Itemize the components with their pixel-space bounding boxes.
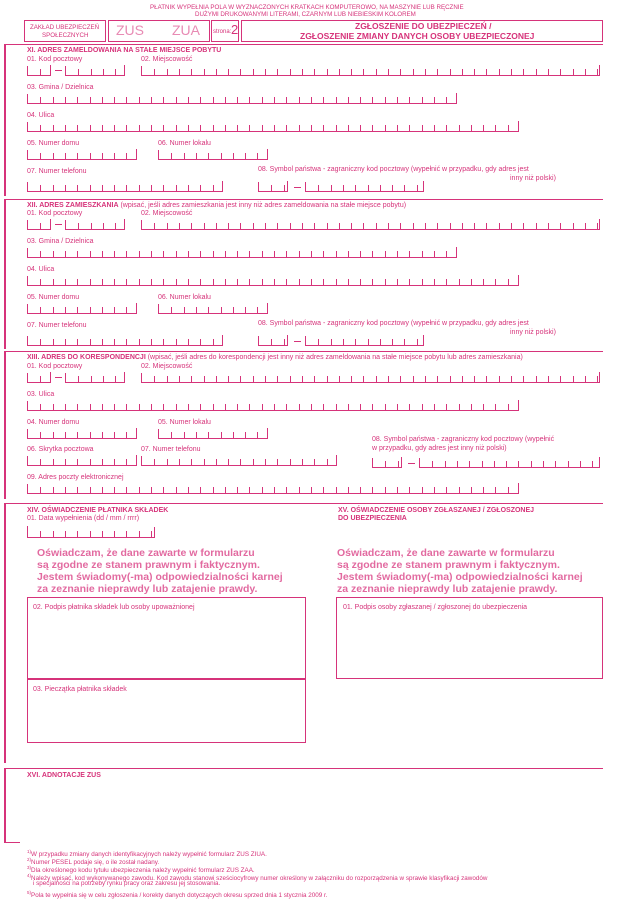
page-number: 2 xyxy=(231,22,239,37)
sec12-city-label: 02. Miejscowość xyxy=(141,210,193,217)
sec11-flat-field[interactable] xyxy=(158,150,268,160)
sec13-street-field[interactable] xyxy=(27,401,519,411)
sec12-country-label-1: 08. Symbol państwa - zagraniczny kod pocztowy (wypełnić w przypadku, gdy adres jest xyxy=(258,320,529,327)
sec13-divider xyxy=(4,351,603,352)
sec13-house-field[interactable] xyxy=(27,429,137,439)
sec13-country-dash xyxy=(408,463,415,464)
sec12-gmina-label: 03. Gmina / Dzielnica xyxy=(27,238,94,245)
sec11-street-label: 04. Ulica xyxy=(27,112,55,119)
sec16-divider xyxy=(4,768,603,769)
sec12-gmina-field[interactable] xyxy=(27,248,457,258)
sec12-flat-field[interactable] xyxy=(158,304,268,314)
sec16-bottom-line xyxy=(4,842,20,843)
sec15-title-1: XV. OŚWIADCZENIE OSOBY ZGŁASZANEJ / ZGŁOSZONEJ xyxy=(338,507,535,514)
form-title-1: ZGŁOSZENIE DO UBEZPIECZEŃ / xyxy=(355,21,492,31)
sec14-title: XIV. OŚWIADCZENIE PŁATNIKA SKŁADEK xyxy=(27,507,169,514)
sec13-flat-label: 05. Numer lokalu xyxy=(158,419,211,426)
sec16-title: XVI. ADNOTACJE ZUS xyxy=(27,772,101,779)
sec11-country-field[interactable] xyxy=(258,182,288,192)
sec11-postal-field-2[interactable] xyxy=(65,66,125,76)
sec15-decl-2: są zgodne ze stanem prawnym i faktycznym. xyxy=(337,559,560,571)
footnote-4-cont xyxy=(33,880,220,887)
sec14-decl-2: są zgodne ze stanem prawnym i faktycznym. xyxy=(37,559,260,571)
sec12-country-label-2: inny niż polski) xyxy=(510,329,556,336)
sec12-divider xyxy=(4,199,603,200)
sec14-divider xyxy=(4,503,603,504)
sec13-title xyxy=(27,354,523,362)
sec12-flat-label: 06. Numer lokalu xyxy=(158,294,211,301)
sec12-title xyxy=(27,202,406,210)
sec13-phone-label: 07. Numer telefonu xyxy=(141,446,201,453)
footnote-1-num: 1) xyxy=(27,849,32,854)
sec11-house-field[interactable] xyxy=(27,150,137,160)
sec11-flat-label: 06. Numer lokalu xyxy=(158,140,211,147)
sec11-phone-field[interactable] xyxy=(27,182,223,192)
sec12-postal-field-2[interactable] xyxy=(65,220,125,230)
footnote-5-text: Pola te wypełnia się w celu zgłoszenia / korekty danych dotyczących okresu sprzed dnia 1 stycznia 2009 r. xyxy=(31,892,328,900)
footnote-4-text: Należy wpisać, kod wykonywanego zawodu. Kod zawodu stanowi sześciocyfrowy numer określony w załączniku do rozporządzenia w sprawie klasyfikacji zawodów xyxy=(31,875,488,883)
footnote-5 xyxy=(27,889,327,899)
footnote-4-cont-text: i specjalności na potrzeby rynku pracy oraz zakresu jej stosowania. xyxy=(33,880,221,887)
sec11-city-label: 02. Miejscowość xyxy=(141,56,193,63)
zus-name-line1: ZAKŁAD UBEZPIECZEŃ xyxy=(30,24,100,31)
footnote-3-text: Dla określonego kodu tytułu ubezpieczenia należy wypełnić formularz ZUS ZAA. xyxy=(31,867,255,875)
sec13-postal-dash xyxy=(55,377,62,378)
sec13-bar xyxy=(4,351,6,499)
sec11-postal-field[interactable] xyxy=(27,66,51,76)
sec14-bar xyxy=(4,503,6,763)
footnote-3-num: 3) xyxy=(27,865,32,870)
form-title-2: ZGŁOSZENIE ZMIANY DANYCH OSOBY UBEZPIECZONEJ xyxy=(300,31,535,41)
sec15-title-2: DO UBEZPIECZENIA xyxy=(338,515,407,522)
sec13-house-label: 04. Numer domu xyxy=(27,419,80,426)
sec14-date-field[interactable] xyxy=(27,526,155,538)
sec15-signature-label: 01. Podpis osoby zgłaszanej / zgłoszonej do ubezpieczenia xyxy=(343,604,528,611)
sec12-phone-field[interactable] xyxy=(27,336,223,346)
sec11-city-field[interactable] xyxy=(141,66,600,76)
header-note-1: PŁATNIK WYPEŁNIA POLA W WYZNACZONYCH KRATKACH KOMPUTEROWO, NA MASZYNIE LUB RĘCZNIE xyxy=(150,4,464,11)
sec14-decl-1: Oświadczam, że dane zawarte w formularzu xyxy=(37,547,255,559)
sec11-gmina-field[interactable] xyxy=(27,94,457,104)
footnote-2-text: Numer PESEL podaje się, o ile został nadany. xyxy=(31,859,160,867)
footnote-4-num: 4) xyxy=(27,873,32,878)
sec12-country-field[interactable] xyxy=(258,336,288,346)
sec13-note: (wpisać, jeśli adres do korespondencji jest inny niż adres zameldowania na stałe miejsce pobytu lub adres zamieszkania) xyxy=(145,354,523,361)
sec14-signature-label: 02. Podpis płatnika składek lub osoby upoważnionej xyxy=(33,604,195,611)
sec13-flat-field[interactable] xyxy=(158,429,268,439)
sec13-country-label-2: w przypadku, gdy adres jest inny niż polski) xyxy=(372,445,507,452)
sec13-country-label-1: 08. Symbol państwa - zagraniczny kod pocztowy (wypełnić xyxy=(372,436,555,443)
sec11-country-dash xyxy=(294,187,301,188)
sec13-foreign-postal-field[interactable] xyxy=(419,458,600,468)
sec11-country-label-2: inny niż polski) xyxy=(510,175,556,182)
sec12-country-dash xyxy=(294,341,301,342)
sec11-title: XI. ADRES ZAMELDOWANIA NA STAŁE MIEJSCE POBYTU xyxy=(27,47,222,54)
sec16-bar xyxy=(4,768,6,842)
sec11-country-label-1: 08. Symbol państwa - zagraniczny kod pocztowy (wypełnić w przypadku, gdy adres jest xyxy=(258,166,529,173)
form-code: ZUA xyxy=(172,22,200,38)
sec11-phone-label: 07. Numer telefonu xyxy=(27,168,87,175)
footnote-1-text: W przypadku zmiany danych identyfikacyjnych należy wypełnić formularz ZUS ZIUA. xyxy=(31,851,267,859)
footnote-2-num: 2) xyxy=(27,857,32,862)
sec11-divider xyxy=(4,44,603,45)
sec14-decl-3: Jestem świadomy(-ma) odpowiedzialności karnej xyxy=(37,571,283,583)
sec12-foreign-postal-field[interactable] xyxy=(305,336,424,346)
sec13-pobox-label: 06. Skrytka pocztowa xyxy=(27,446,94,453)
sec11-gmina-label: 03. Gmina / Dzielnica xyxy=(27,84,94,91)
sec13-city-field[interactable] xyxy=(141,373,600,383)
sec12-postal-dash xyxy=(55,224,62,225)
sec13-email-field[interactable] xyxy=(27,484,519,494)
sec11-postal-dash xyxy=(55,70,62,71)
sec12-bar xyxy=(4,199,6,349)
sec13-title-strong: XIII. ADRES DO KORESPONDENCJI xyxy=(27,354,146,361)
sec14-stamp-label: 03. Pieczątka płatnika składek xyxy=(33,686,127,693)
sec12-title-strong: XII. ADRES ZAMIESZKANIA xyxy=(27,202,119,209)
sec13-pobox-field[interactable] xyxy=(27,456,137,466)
sec12-postal-field[interactable] xyxy=(27,220,51,230)
footnote-5-num: 5) xyxy=(27,890,32,895)
sec13-postal-field[interactable] xyxy=(27,373,51,383)
sec13-city-label: 02. Miejscowość xyxy=(141,363,193,370)
sec14-decl-4: za zeznanie nieprawdy lub zatajenie prawdy. xyxy=(37,583,258,595)
sec12-street-field[interactable] xyxy=(27,276,519,286)
zus-name-line2: SPOŁECZNYCH xyxy=(42,32,89,39)
zus-label: ZUS xyxy=(116,22,144,38)
header-note-2: DUŻYMI DRUKOWANYMI LITERAMI, CZARNYM LUB NIEBIESKIM KOLOREM xyxy=(195,11,416,18)
sec12-postal-label: 01. Kod pocztowy xyxy=(27,210,83,217)
sec15-decl-1: Oświadczam, że dane zawarte w formularzu xyxy=(337,547,555,559)
sec15-decl-4: za zeznanie nieprawdy lub zatajenie prawdy. xyxy=(337,583,558,595)
sec11-bar xyxy=(4,44,6,196)
sec12-house-label: 05. Numer domu xyxy=(27,294,80,301)
sec12-street-label: 04. Ulica xyxy=(27,266,55,273)
sec13-postal-label: 01. Kod pocztowy xyxy=(27,363,83,370)
sec11-postal-label: 01. Kod pocztowy xyxy=(27,56,83,63)
sec13-phone-field[interactable] xyxy=(141,456,337,466)
sec11-foreign-postal-field[interactable] xyxy=(305,182,424,192)
sec13-postal-field-2[interactable] xyxy=(65,373,125,383)
sec12-phone-label: 07. Numer telefonu xyxy=(27,322,87,329)
sec13-email-label: 09. Adres poczty elektronicznej xyxy=(27,474,124,481)
sec12-house-field[interactable] xyxy=(27,304,137,314)
sec11-street-field[interactable] xyxy=(27,122,519,132)
sec15-decl-3: Jestem świadomy(-ma) odpowiedzialności karnej xyxy=(337,571,583,583)
sec12-note: (wpisać, jeśli adres zamieszkania jest inny niż adres zameldowania na stałe miejsce pobytu) xyxy=(118,202,407,209)
sec14-date-label: 01. Data wypełnienia (dd / mm / rrrr) xyxy=(27,515,140,522)
sec13-street-label: 03. Ulica xyxy=(27,391,55,398)
sec13-country-field[interactable] xyxy=(372,458,402,468)
sec12-city-field[interactable] xyxy=(141,220,600,230)
sec11-house-label: 05. Numer domu xyxy=(27,140,80,147)
page-label: strona: xyxy=(213,29,232,35)
